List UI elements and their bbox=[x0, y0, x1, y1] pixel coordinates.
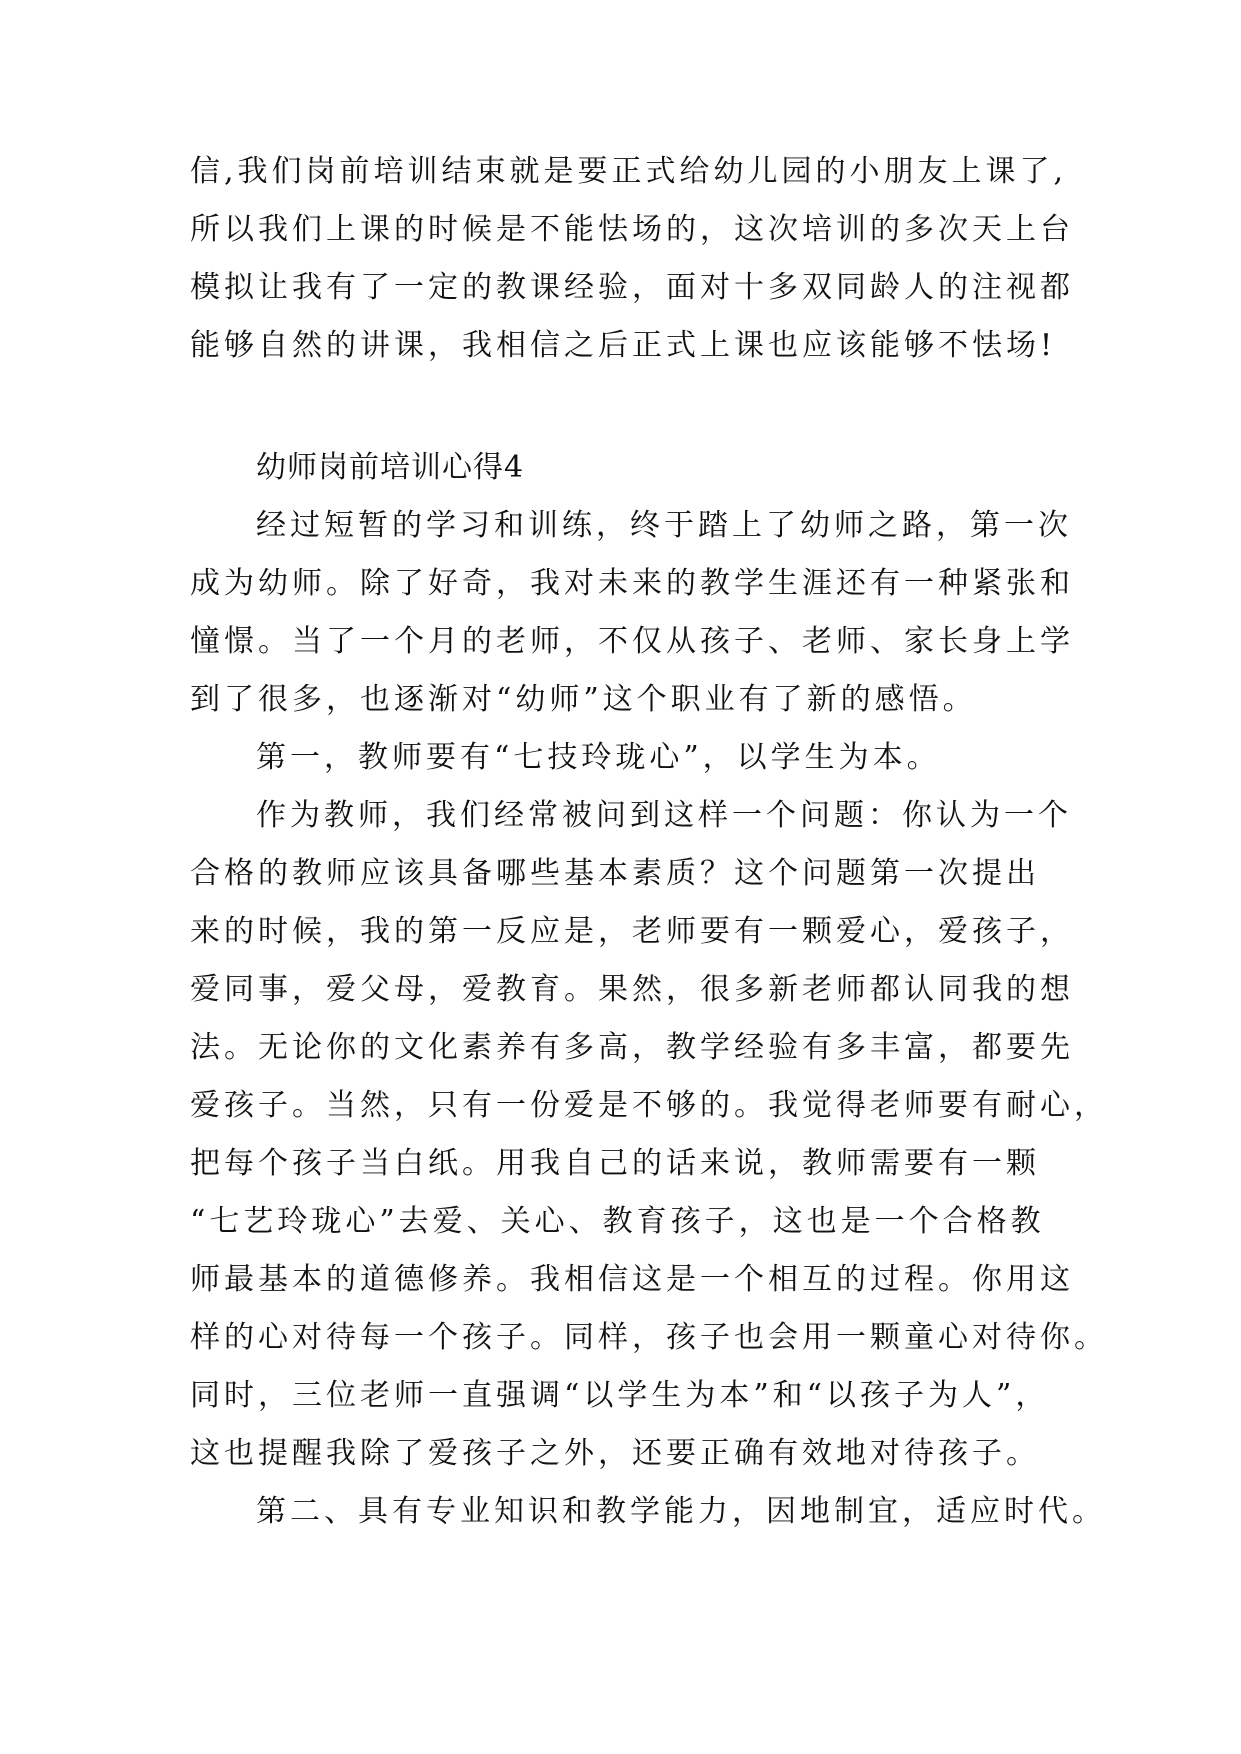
paragraph-line: 爱孩子。当然，只有一份爱是不够的。我觉得老师要有耐心， bbox=[190, 1088, 1108, 1123]
paragraph-line: 作为教师，我们经常被问到这样一个问题：你认为一个 bbox=[256, 798, 1072, 833]
paragraph-line: “七艺玲珑心”去爱、关心、教育孩子，这也是一个合格教 bbox=[190, 1204, 1045, 1239]
paragraph-line: 成为幼师。除了好奇，我对未来的教学生涯还有一种紧张和 bbox=[190, 566, 1074, 601]
paragraph-line: 所以我们上课的时候是不能怯场的，这次培训的多次天上台 bbox=[190, 212, 1074, 247]
paragraph-line: 信,我们岗前培训结束就是要正式给幼儿园的小朋友上课了, bbox=[190, 154, 1068, 189]
paragraph-line: 来的时候，我的第一反应是，老师要有一颗爱心，爱孩子， bbox=[190, 914, 1074, 949]
paragraph-line: 法。无论你的文化素养有多高，教学经验有多丰富，都要先 bbox=[190, 1030, 1074, 1065]
paragraph-line: 师最基本的道德修养。我相信这是一个相互的过程。你用这 bbox=[190, 1262, 1074, 1297]
paragraph-line: 憧憬。当了一个月的老师，不仅从孩子、老师、家长身上学 bbox=[190, 624, 1074, 659]
paragraph-line: 模拟让我有了一定的教课经验，面对十多双同龄人的注视都 bbox=[190, 270, 1074, 305]
paragraph-line: 爱同事，爱父母，爱教育。果然，很多新老师都认同我的想 bbox=[190, 972, 1074, 1007]
paragraph-line: 同时，三位老师一直强调“以学生为本”和“以孩子为人”， bbox=[190, 1378, 1050, 1413]
paragraph-line: 能够自然的讲课，我相信之后正式上课也应该能够不怯场! bbox=[190, 328, 1057, 363]
paragraph-line: 这也提醒我除了爱孩子之外，还要正确有效地对待孩子。 bbox=[190, 1436, 1040, 1471]
paragraph-line: 合格的教师应该具备哪些基本素质？这个问题第一次提出 bbox=[190, 856, 1040, 891]
paragraph-line: 到了很多，也逐渐对“幼师”这个职业有了新的感悟。 bbox=[190, 682, 977, 717]
paragraph-line: 把每个孩子当白纸。用我自己的话来说，教师需要有一颗 bbox=[190, 1146, 1040, 1181]
section-heading: 幼师岗前培训心得4 bbox=[256, 450, 525, 485]
paragraph-line: 样的心对待每一个孩子。同样，孩子也会用一颗童心对待你。 bbox=[190, 1320, 1108, 1355]
point-heading: 第二、具有专业知识和教学能力，因地制宜，适应时代。 bbox=[256, 1494, 1106, 1529]
paragraph-line: 经过短暂的学习和训练，终于踏上了幼师之路，第一次 bbox=[256, 508, 1072, 543]
point-heading: 第一，教师要有“七技玲珑心”，以学生为本。 bbox=[256, 740, 941, 775]
